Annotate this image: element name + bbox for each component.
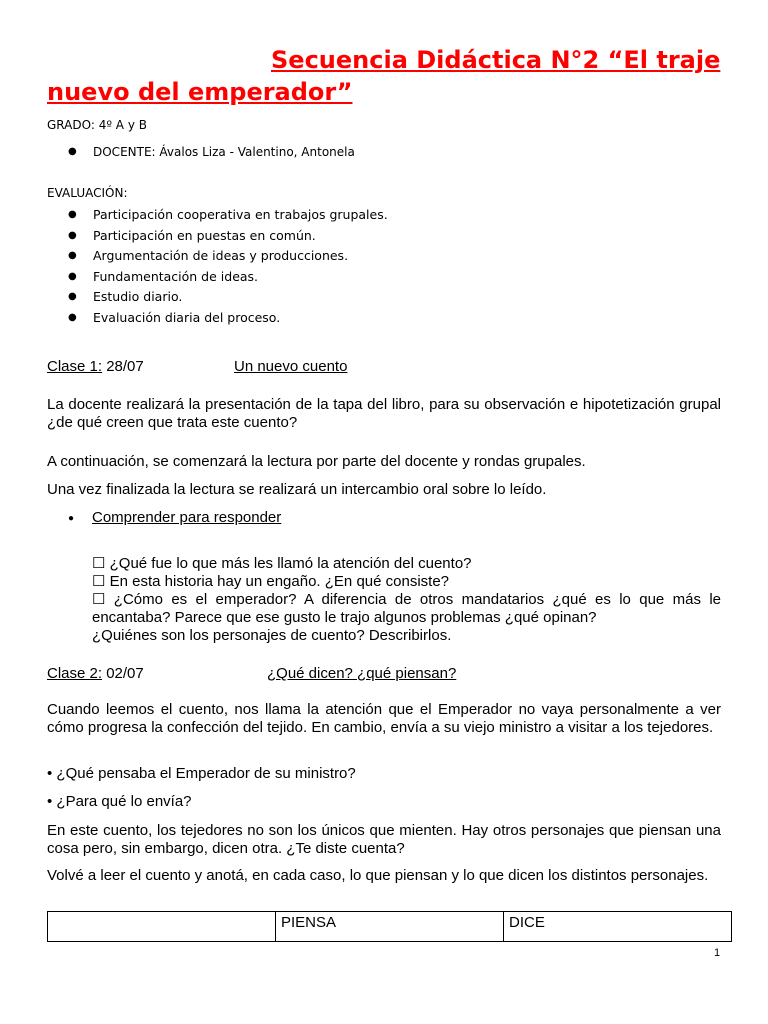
clase2-topic: ¿Qué dicen? ¿qué piensan?: [267, 665, 457, 682]
clase2-paragraph: Cuando leemos el cuento, nos llama la atención que el Emperador no vaya personalmente a ver cómo progresa la confección del tejido. En cambio, envía a su viejo ministro a visitar a los tejedores.: [47, 701, 721, 736]
table-header-dice: DICE: [504, 912, 732, 942]
clase2-heading: [47, 665, 144, 683]
list-item: ● Argumentación de ideas y producciones.: [47, 248, 388, 269]
clase1-label: Clase 1:: [47, 358, 103, 375]
clase1-date: 28/07: [102, 358, 144, 375]
docente-line: ● DOCENTE: Ávalos Liza - Valentino, Antonela: [47, 145, 355, 159]
clase2-paragraph: En este cuento, los tejedores no son los únicos que mienten. Hay otros personajes que piensan una cosa pero, sin embargo, dicen otra. ¿Te diste cuenta?: [47, 822, 721, 857]
clase1-paragraph: La docente realizará la presentación de la tapa del libro, para su observación e hipotetización grupal ¿de qué creen que trata este cuento?: [47, 396, 721, 431]
list-item: ● Fundamentación de ideas.: [47, 269, 388, 290]
question-item: ☐ En esta historia hay un engaño. ¿En qué consiste?: [92, 573, 450, 590]
clase1-paragraph: Una vez finalizada la lectura se realizará un intercambio oral sobre lo leído.: [47, 481, 547, 498]
clase2-question: • ¿Para qué lo envía?: [47, 793, 192, 810]
evaluacion-label: EVALUACIÓN:: [47, 186, 128, 200]
grado-line: GRADO: 4º A y B: [47, 118, 147, 132]
clase2-date: 02/07: [102, 665, 144, 682]
question-item: ¿Quiénes son los personajes de cuento? Describirlos.: [92, 627, 452, 644]
section-title: Comprender para responder: [92, 509, 282, 526]
list-item: ● Participación cooperativa en trabajos grupales.: [47, 207, 388, 228]
bullet-icon: ●: [68, 513, 75, 524]
list-item: ● Participación en puestas en común.: [47, 228, 388, 249]
section-comprender: [47, 509, 281, 527]
table-header-cell: [48, 912, 276, 942]
evaluacion-list: [47, 207, 388, 330]
clase1-paragraph: A continuación, se comenzará la lectura por parte del docente y rondas grupales.: [47, 453, 586, 470]
list-item: ● Estudio diario.: [47, 289, 388, 310]
table-header-piensa: PIENSA: [276, 912, 504, 942]
clase1-topic: Un nuevo cuento: [234, 358, 348, 375]
clase1-heading: [47, 358, 144, 376]
document-title: Secuencia Didáctica N°2 “El traje nuevo del emperador”: [47, 46, 721, 106]
question-item: ☐ ¿Qué fue lo que más les llamó la atención del cuento?: [92, 555, 472, 572]
question-item: ☐ ¿Cómo es el emperador? A diferencia de otros mandatarios ¿qué es lo que más le encantaba? Parece que ese gusto le trajo algunos problemas ¿qué opinan?: [92, 591, 721, 626]
piensa-dice-table: [47, 911, 732, 942]
clase2-paragraph: Volvé a leer el cuento y anotá, en cada caso, lo que piensan y lo que dicen los distintos personajes.: [47, 867, 709, 884]
table-row: [48, 912, 732, 942]
list-item: ● Evaluación diaria del proceso.: [47, 310, 388, 331]
clase2-label: Clase 2:: [47, 665, 103, 682]
page-number: 1: [714, 947, 721, 959]
clase2-question: • ¿Qué pensaba el Emperador de su ministro?: [47, 765, 356, 782]
